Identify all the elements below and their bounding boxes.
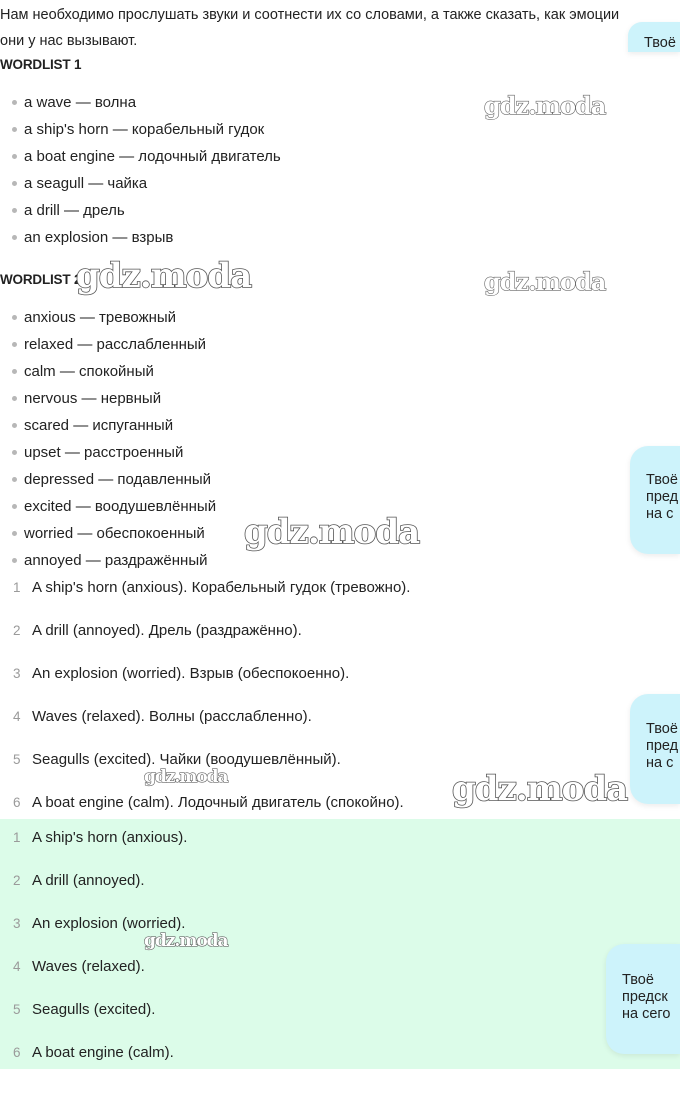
answer-row: 5 Seagulls (excited).	[13, 1001, 156, 1018]
bullet-icon	[12, 342, 17, 347]
answer-row: 1 A ship's horn (anxious). Корабельный гудок (тревожно).	[13, 579, 411, 596]
list-item: an explosion — взрыв	[12, 224, 281, 251]
watermark: gdz.moda	[452, 769, 628, 809]
bullet-icon	[12, 477, 17, 482]
answer-row: 3 An explosion (worried). Взрыв (обеспокоенно).	[13, 665, 350, 682]
list-item: a wave — волна	[12, 89, 281, 116]
list-item: depressed — подавленный	[12, 466, 216, 493]
bullet-icon	[12, 531, 17, 536]
watermark: gdz.moda	[144, 931, 228, 951]
promo-bubble[interactable]: Твоё	[628, 22, 680, 52]
answer-row: 1 A ship's horn (anxious).	[13, 829, 188, 846]
promo-bubble[interactable]: Твоё пред на с	[630, 694, 680, 804]
wordlist-2	[12, 304, 216, 574]
list-item: a ship's horn — корабельный гудок	[12, 116, 281, 143]
list-item: a boat engine — лодочный двигатель	[12, 143, 281, 170]
wordlist-1	[12, 89, 281, 251]
intro-text: Нам необходимо прослушать звуки и соотнести их со словами, а также сказать, как эмоции они у нас вызывают.	[0, 7, 620, 49]
answer-row: 4 Waves (relaxed).	[13, 958, 145, 975]
bullet-icon	[12, 127, 17, 132]
promo-bubble[interactable]: Твоё пред на с	[630, 446, 680, 554]
list-item: excited — воодушевлённый	[12, 493, 216, 520]
answer-row: 6 A boat engine (calm). Лодочный двигатель (спокойно).	[13, 794, 404, 811]
answer-row: 3 An explosion (worried).	[13, 915, 186, 932]
bullet-icon	[12, 100, 17, 105]
promo-bubble[interactable]: Твоё предск на сего	[606, 944, 680, 1054]
list-item: worried — обеспокоенный	[12, 520, 216, 547]
bullet-icon	[12, 504, 17, 509]
watermark: gdz.moda	[484, 267, 606, 296]
list-item: annoyed — раздражённый	[12, 547, 216, 574]
bullet-icon	[12, 558, 17, 563]
answers-english	[0, 828, 680, 1086]
bullet-icon	[12, 450, 17, 455]
bullet-icon	[12, 423, 17, 428]
bullet-icon	[12, 154, 17, 159]
bullet-icon	[12, 315, 17, 320]
watermark: gdz.moda	[144, 767, 228, 787]
list-item: a drill — дрель	[12, 197, 281, 224]
watermark: gdz.moda	[76, 256, 252, 296]
watermark: gdz.moda	[244, 512, 420, 552]
answer-row: 4 Waves (relaxed). Волны (расслабленно).	[13, 708, 312, 725]
list-item: upset — расстроенный	[12, 439, 216, 466]
wordlist-2-heading: WORDLIST 2	[0, 272, 82, 287]
list-item: anxious — тревожный	[12, 304, 216, 331]
watermark: gdz.moda	[484, 91, 606, 120]
list-item: calm — спокойный	[12, 358, 216, 385]
bullet-icon	[12, 235, 17, 240]
answer-row: 5 Seagulls (excited). Чайки (воодушевлённый).	[13, 751, 341, 768]
list-item: scared — испуганный	[12, 412, 216, 439]
bullet-icon	[12, 369, 17, 374]
bullet-icon	[12, 181, 17, 186]
bullet-icon	[12, 396, 17, 401]
bullet-icon	[12, 208, 17, 213]
answer-row: 6 A boat engine (calm).	[13, 1044, 174, 1061]
list-item: a seagull — чайка	[12, 170, 281, 197]
answer-row: 2 A drill (annoyed).	[13, 872, 145, 889]
list-item: nervous — нервный	[12, 385, 216, 412]
list-item: relaxed — расслабленный	[12, 331, 216, 358]
wordlist-1-heading: WORDLIST 1	[0, 57, 82, 72]
answer-row: 2 A drill (annoyed). Дрель (раздражённо).	[13, 622, 302, 639]
